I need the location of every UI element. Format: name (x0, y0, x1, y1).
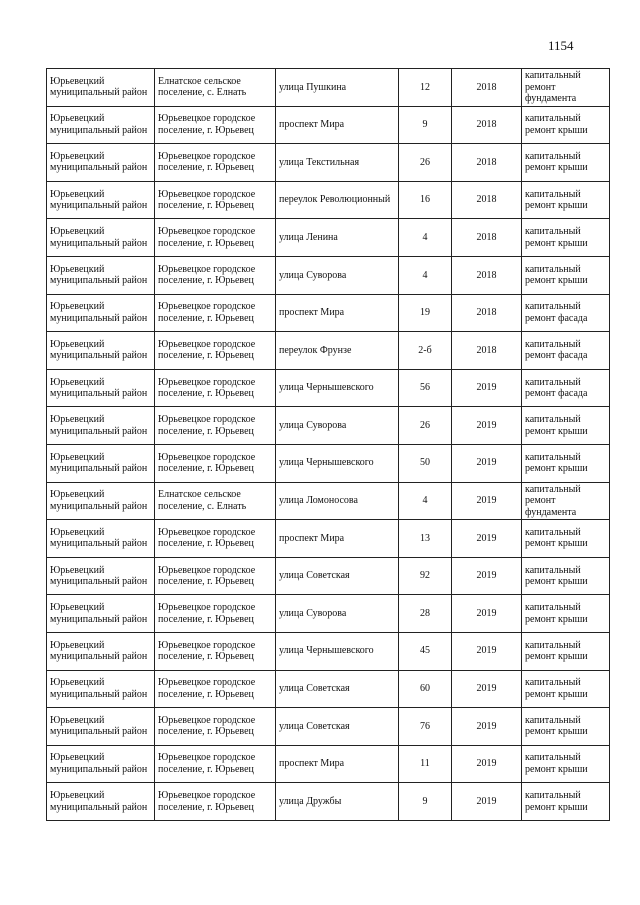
district-cell: Юрьевецкий муниципальный район (47, 256, 155, 294)
table-row (47, 632, 610, 670)
settlement-cell: Юрьевецкое городское поселение, г. Юрьевец (155, 708, 276, 746)
table-row (47, 708, 610, 746)
district-cell: Юрьевецкий муниципальный район (47, 144, 155, 182)
repair-schedule-table (46, 68, 610, 821)
house-number-cell: 4 (399, 256, 452, 294)
work-type-cell: капитальный ремонт крыши (522, 407, 610, 445)
street-cell: переулок Фрунзе (276, 332, 399, 370)
table-row (47, 670, 610, 708)
district-cell: Юрьевецкий муниципальный район (47, 670, 155, 708)
district-cell: Юрьевецкий муниципальный район (47, 444, 155, 482)
district-cell: Юрьевецкий муниципальный район (47, 181, 155, 219)
house-number-cell: 4 (399, 482, 452, 520)
table-row (47, 181, 610, 219)
street-cell: проспект Мира (276, 745, 399, 783)
district-cell: Юрьевецкий муниципальный район (47, 69, 155, 107)
house-number-cell: 26 (399, 144, 452, 182)
street-cell: улица Суворова (276, 407, 399, 445)
district-cell: Юрьевецкий муниципальный район (47, 407, 155, 445)
table-row (47, 294, 610, 332)
table-row (47, 745, 610, 783)
work-type-cell: капитальный ремонт крыши (522, 181, 610, 219)
house-number-cell: 16 (399, 181, 452, 219)
year-cell: 2019 (452, 482, 522, 520)
work-type-cell: капитальный ремонт крыши (522, 708, 610, 746)
work-type-cell: капитальный ремонт крыши (522, 219, 610, 257)
year-cell: 2018 (452, 294, 522, 332)
settlement-cell: Юрьевецкое городское поселение, г. Юрьевец (155, 632, 276, 670)
work-type-cell: капитальный ремонт фасада (522, 369, 610, 407)
street-cell: улица Чернышевского (276, 369, 399, 407)
settlement-cell: Елнатское сельское поселение, с. Елнать (155, 69, 276, 107)
table-row (47, 444, 610, 482)
settlement-cell: Юрьевецкое городское поселение, г. Юрьевец (155, 595, 276, 633)
settlement-cell: Юрьевецкое городское поселение, г. Юрьевец (155, 745, 276, 783)
district-cell: Юрьевецкий муниципальный район (47, 482, 155, 520)
table-row (47, 69, 610, 107)
street-cell: улица Текстильная (276, 144, 399, 182)
year-cell: 2019 (452, 632, 522, 670)
district-cell: Юрьевецкий муниципальный район (47, 745, 155, 783)
district-cell: Юрьевецкий муниципальный район (47, 708, 155, 746)
table-row (47, 407, 610, 445)
work-type-cell: капитальный ремонт крыши (522, 557, 610, 595)
year-cell: 2018 (452, 181, 522, 219)
house-number-cell: 45 (399, 632, 452, 670)
work-type-cell: капитальный ремонт крыши (522, 632, 610, 670)
house-number-cell: 50 (399, 444, 452, 482)
house-number-cell: 76 (399, 708, 452, 746)
work-type-cell: капитальный ремонт крыши (522, 106, 610, 144)
street-cell: улица Чернышевского (276, 444, 399, 482)
year-cell: 2019 (452, 407, 522, 445)
year-cell: 2019 (452, 708, 522, 746)
street-cell: улица Суворова (276, 256, 399, 294)
house-number-cell: 19 (399, 294, 452, 332)
work-type-cell: капитальный ремонт крыши (522, 670, 610, 708)
year-cell: 2019 (452, 745, 522, 783)
table-row (47, 219, 610, 257)
district-cell: Юрьевецкий муниципальный район (47, 520, 155, 558)
settlement-cell: Юрьевецкое городское поселение, г. Юрьевец (155, 332, 276, 370)
year-cell: 2018 (452, 144, 522, 182)
street-cell: улица Ломоносова (276, 482, 399, 520)
work-type-cell: капитальный ремонт крыши (522, 745, 610, 783)
year-cell: 2019 (452, 595, 522, 633)
year-cell: 2019 (452, 670, 522, 708)
table-row (47, 369, 610, 407)
street-cell: переулок Революционный (276, 181, 399, 219)
settlement-cell: Юрьевецкое городское поселение, г. Юрьевец (155, 219, 276, 257)
street-cell: улица Дружбы (276, 783, 399, 821)
table-row (47, 144, 610, 182)
settlement-cell: Юрьевецкое городское поселение, г. Юрьевец (155, 181, 276, 219)
work-type-cell: капитальный ремонт фундамента (522, 482, 610, 520)
district-cell: Юрьевецкий муниципальный район (47, 369, 155, 407)
district-cell: Юрьевецкий муниципальный район (47, 219, 155, 257)
street-cell: улица Чернышевского (276, 632, 399, 670)
district-cell: Юрьевецкий муниципальный район (47, 294, 155, 332)
year-cell: 2019 (452, 557, 522, 595)
house-number-cell: 11 (399, 745, 452, 783)
district-cell: Юрьевецкий муниципальный район (47, 632, 155, 670)
settlement-cell: Юрьевецкое городское поселение, г. Юрьевец (155, 294, 276, 332)
table-row (47, 595, 610, 633)
settlement-cell: Юрьевецкое городское поселение, г. Юрьевец (155, 144, 276, 182)
settlement-cell: Юрьевецкое городское поселение, г. Юрьевец (155, 444, 276, 482)
table-row (47, 332, 610, 370)
house-number-cell: 13 (399, 520, 452, 558)
table-row (47, 557, 610, 595)
house-number-cell: 12 (399, 69, 452, 107)
street-cell: улица Советская (276, 670, 399, 708)
street-cell: проспект Мира (276, 520, 399, 558)
table-row (47, 106, 610, 144)
work-type-cell: капитальный ремонт фасада (522, 332, 610, 370)
page-number: 1154 (548, 38, 574, 53)
house-number-cell: 2-б (399, 332, 452, 370)
table-body (47, 69, 610, 821)
street-cell: улица Суворова (276, 595, 399, 633)
settlement-cell: Юрьевецкое городское поселение, г. Юрьевец (155, 256, 276, 294)
settlement-cell: Юрьевецкое городское поселение, г. Юрьевец (155, 407, 276, 445)
district-cell: Юрьевецкий муниципальный район (47, 783, 155, 821)
year-cell: 2019 (452, 444, 522, 482)
work-type-cell: капитальный ремонт крыши (522, 256, 610, 294)
year-cell: 2019 (452, 520, 522, 558)
street-cell: проспект Мира (276, 106, 399, 144)
table-row (47, 783, 610, 821)
settlement-cell: Елнатское сельское поселение, с. Елнать (155, 482, 276, 520)
district-cell: Юрьевецкий муниципальный район (47, 557, 155, 595)
year-cell: 2019 (452, 783, 522, 821)
year-cell: 2018 (452, 106, 522, 144)
work-type-cell: капитальный ремонт крыши (522, 444, 610, 482)
work-type-cell: капитальный ремонт фасада (522, 294, 610, 332)
district-cell: Юрьевецкий муниципальный район (47, 106, 155, 144)
house-number-cell: 56 (399, 369, 452, 407)
district-cell: Юрьевецкий муниципальный район (47, 595, 155, 633)
work-type-cell: капитальный ремонт фундамента (522, 69, 610, 107)
work-type-cell: капитальный ремонт крыши (522, 595, 610, 633)
street-cell: улица Ленина (276, 219, 399, 257)
settlement-cell: Юрьевецкое городское поселение, г. Юрьевец (155, 557, 276, 595)
house-number-cell: 9 (399, 783, 452, 821)
year-cell: 2018 (452, 69, 522, 107)
work-type-cell: капитальный ремонт крыши (522, 144, 610, 182)
table-row (47, 482, 610, 520)
house-number-cell: 26 (399, 407, 452, 445)
street-cell: улица Пушкина (276, 69, 399, 107)
house-number-cell: 92 (399, 557, 452, 595)
district-cell: Юрьевецкий муниципальный район (47, 332, 155, 370)
house-number-cell: 28 (399, 595, 452, 633)
year-cell: 2018 (452, 219, 522, 257)
year-cell: 2018 (452, 332, 522, 370)
settlement-cell: Юрьевецкое городское поселение, г. Юрьевец (155, 783, 276, 821)
work-type-cell: капитальный ремонт крыши (522, 520, 610, 558)
settlement-cell: Юрьевецкое городское поселение, г. Юрьевец (155, 369, 276, 407)
settlement-cell: Юрьевецкое городское поселение, г. Юрьевец (155, 520, 276, 558)
table-row (47, 256, 610, 294)
settlement-cell: Юрьевецкое городское поселение, г. Юрьевец (155, 106, 276, 144)
year-cell: 2018 (452, 256, 522, 294)
work-type-cell: капитальный ремонт крыши (522, 783, 610, 821)
house-number-cell: 9 (399, 106, 452, 144)
street-cell: проспект Мира (276, 294, 399, 332)
house-number-cell: 60 (399, 670, 452, 708)
street-cell: улица Советская (276, 557, 399, 595)
table-row (47, 520, 610, 558)
settlement-cell: Юрьевецкое городское поселение, г. Юрьевец (155, 670, 276, 708)
house-number-cell: 4 (399, 219, 452, 257)
street-cell: улица Советская (276, 708, 399, 746)
year-cell: 2019 (452, 369, 522, 407)
